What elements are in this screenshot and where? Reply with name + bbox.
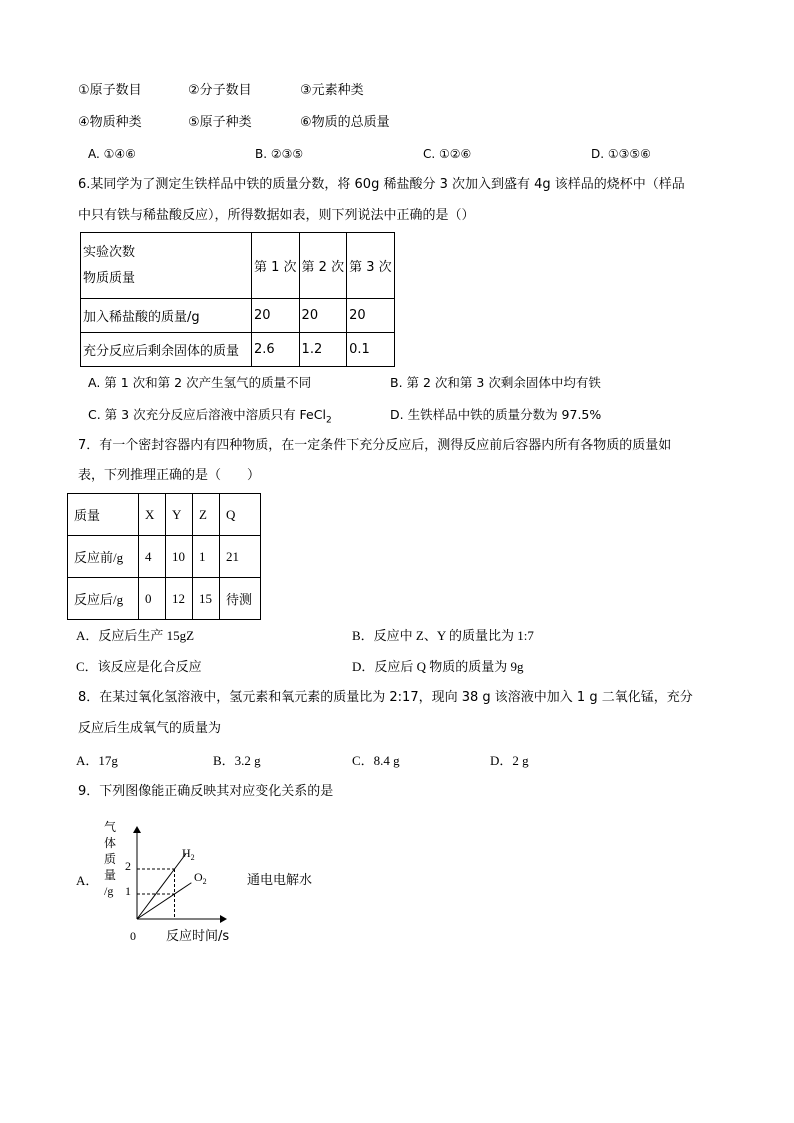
q6-header-3: 第 3 次 (347, 233, 395, 299)
q6-header-2: 第 2 次 (299, 233, 347, 299)
series-label-h2-sub: 2 (190, 853, 195, 862)
q7-row1-x: 4 (139, 536, 166, 578)
q5-item-3: ③元素种类 (300, 83, 364, 98)
q7-row2-y: 12 (166, 578, 193, 620)
q8-option-c: C．8.4 g (352, 753, 400, 768)
q6-row2-val1: 2.6 (252, 333, 300, 367)
q9-option-a-label: A． (76, 873, 99, 888)
q6-row2-val2: 1.2 (299, 333, 347, 367)
q5-item-5: ⑤原子种类 (188, 115, 252, 130)
q7-row2-z: 15 (193, 578, 220, 620)
q7-header-label: 质量 (68, 494, 139, 536)
q6-row2-val3: 0.1 (347, 333, 395, 367)
q6-option-a: A. 第 1 次和第 2 次产生氢气的质量不同 (88, 375, 312, 390)
q7-header-q: Q (220, 494, 261, 536)
q6-row2-label: 充分反应后剩余固体的质量 (81, 333, 252, 367)
q6-corner-bottom: 物质质量 (83, 270, 136, 286)
y-axis-label-char: 气 (104, 820, 117, 834)
q5-item-6: ⑥物质的总质量 (300, 115, 390, 130)
q9-stem: 9．下列图像能正确反映其对应变化关系的是 (78, 784, 334, 799)
q8-stem-line2: 反应后生成氧气的质量为 (78, 721, 222, 736)
q7-option-b: B．反应中 Z、Y 的质量比为 1:7 (352, 628, 534, 643)
q6-option-c (88, 406, 332, 430)
q6-row1-val2: 20 (299, 299, 347, 333)
q7-row2-x: 0 (139, 578, 166, 620)
table-row (68, 536, 261, 578)
q6-header-1: 第 1 次 (252, 233, 300, 299)
q7-header-x: X (139, 494, 166, 536)
q7-row1-y: 10 (166, 536, 193, 578)
table-row (81, 333, 395, 367)
q7-header-y: Y (166, 494, 193, 536)
table-row (68, 578, 261, 620)
y-axis-label-char: /g (104, 884, 114, 898)
q5-option-b: B. ②③⑤ (255, 147, 304, 161)
plot-area (137, 854, 191, 919)
q5-item-2: ②分子数目 (188, 83, 252, 98)
origin-label: 0 (130, 929, 136, 943)
q8-option-a: A．17g (76, 753, 118, 768)
x-axis-label: 反应时间/s (166, 929, 230, 944)
y-axis-label-char: 质 (104, 852, 117, 866)
q8-option-d: D．2 g (490, 753, 529, 768)
series-label-o2 (194, 870, 207, 886)
q7-row2-q: 待测 (220, 578, 261, 620)
q9-electrolysis-chart (96, 815, 256, 947)
q7-data-table (67, 493, 261, 620)
q6-row1-label: 加入稀盐酸的质量/g (81, 299, 252, 333)
q6-option-c-subscript: 2 (325, 415, 332, 426)
series-label-o2-main: O (194, 870, 203, 884)
q6-option-d: D. 生铁样品中铁的质量分数为 97.5% (390, 407, 602, 422)
q7-row1-z: 1 (193, 536, 220, 578)
q5-item-1: ①原子数目 (78, 83, 142, 98)
q6-stem-line2: 中只有铁与稀盐酸反应），所得数据如表，则下列说法中正确的是（） (78, 208, 475, 223)
q8-stem-line1: 8．在某过氧化氢溶液中，氢元素和氧元素的质量比为 2:17，现向 38 g 该溶液中加入 1 g 二氧化锰，充分 (78, 690, 693, 705)
q7-option-c: C．该反应是化合反应 (76, 659, 202, 674)
y-tick-label: 2 (125, 859, 131, 873)
q6-corner-top: 实验次数 (83, 244, 136, 260)
q7-row1-q: 21 (220, 536, 261, 578)
q6-stem-line1: 6.某同学为了测定生铁样品中铁的质量分数，将 60g 稀盐酸分 3 次加入到盛有 4g 该样品的烧杯中（样品 (78, 177, 685, 192)
table-row (81, 299, 395, 333)
series-line-h2 (137, 854, 186, 919)
q5-item-4: ④物质种类 (78, 115, 142, 130)
q6-option-b: B. 第 2 次和第 3 次剩余固体中均有铁 (390, 375, 601, 390)
series-label-o2-sub: 2 (202, 877, 207, 886)
q5-option-d: D. ①③⑤⑥ (591, 147, 651, 161)
q6-table-corner (81, 233, 252, 299)
q6-row1-val1: 20 (252, 299, 300, 333)
q7-stem-line2: 表，下列推理正确的是（ ） (78, 468, 261, 483)
q9-option-a-text: 通电电解水 (247, 873, 313, 888)
q7-option-d: D．反应后 Q 物质的质量为 9g (352, 659, 524, 674)
q6-row1-val3: 20 (347, 299, 395, 333)
y-axis-label-char: 量 (104, 868, 117, 882)
q7-row1-label: 反应前/g (68, 536, 139, 578)
q7-row2-label: 反应后/g (68, 578, 139, 620)
y-axis-label-char: 体 (104, 836, 117, 850)
q7-stem-line1: 7．有一个密封容器内有四种物质，在一定条件下充分反应后，测得反应前后容器内所有各物质的质量如 (78, 438, 672, 453)
q5-option-c: C. ①②⑥ (423, 147, 472, 161)
q5-option-a: A. ①④⑥ (88, 147, 136, 161)
q7-option-a: A．反应后生产 15gZ (76, 628, 195, 643)
series-label-h2-main: H (182, 846, 191, 860)
q8-option-b: B．3.2 g (213, 753, 261, 768)
q6-option-c-text: C. 第 3 次充分反应后溶液中溶质只有 FeCl (88, 407, 326, 422)
q6-data-table (80, 232, 395, 367)
series-line-o2 (137, 883, 191, 919)
q7-header-z: Z (193, 494, 220, 536)
series-label-h2 (182, 846, 195, 862)
y-tick-label: 1 (125, 884, 131, 898)
